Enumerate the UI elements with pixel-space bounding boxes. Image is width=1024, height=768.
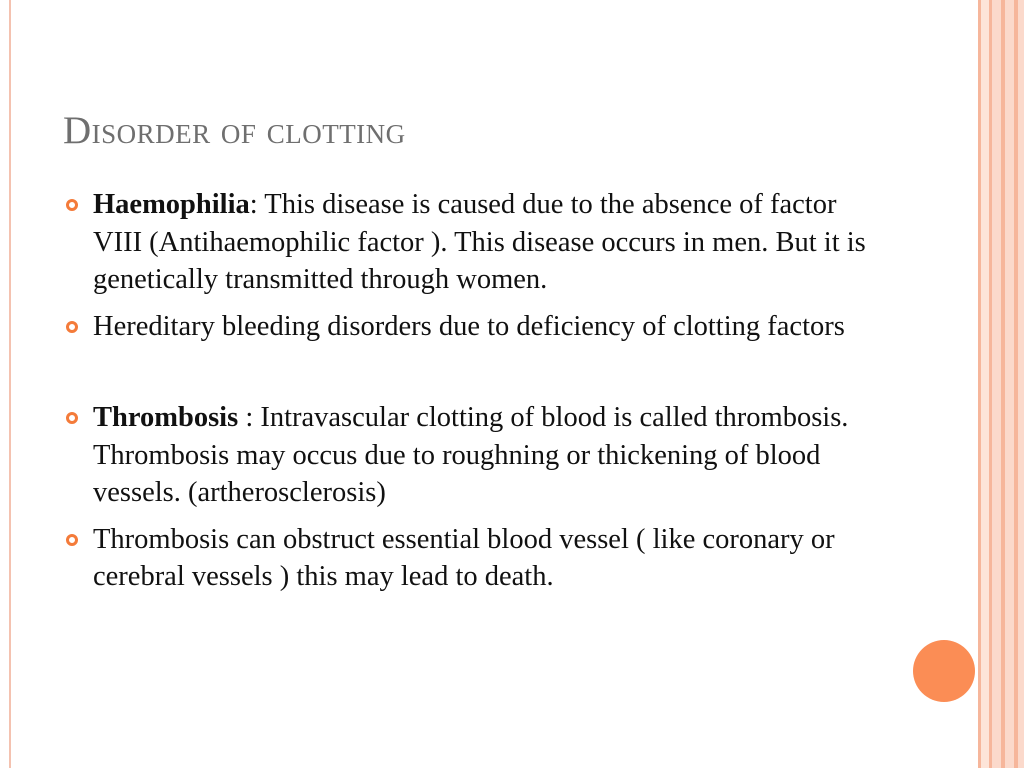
bullet-ring-icon [66, 412, 78, 424]
bullet-ring-icon [66, 199, 78, 211]
bullet-ring-icon [66, 321, 78, 333]
title-initial: D [63, 109, 92, 152]
stripe [992, 0, 1001, 768]
bullet-item-hereditary [62, 308, 892, 346]
bullet-text: Thrombosis can obstruct essential blood vessel ( like coronary or cerebral vessels ) this may lead to death. [93, 523, 835, 592]
bullet-item-thrombosis [62, 399, 892, 512]
bullet-term: Thrombosis [93, 402, 239, 433]
bullet-item-haemophilia [62, 186, 892, 299]
bullet-ring-icon [66, 534, 78, 546]
slide-title [63, 108, 406, 153]
right-decorative-stripes [978, 0, 1024, 768]
left-border-line [9, 0, 11, 768]
bullet-text: : Intravascular clotting of blood is called thrombosis. Thrombosis may occus due to roughning or thickening of blood vessels. (artherosclerosis) [93, 402, 849, 508]
bullet-list [62, 186, 892, 605]
stripe [1005, 0, 1014, 768]
stripe [981, 0, 989, 768]
bullet-text: : This disease is caused due to the absence of factor VIII (Antihaemophilic factor ). This disease occurs in men. But it is genetically transmitted through women. [93, 189, 866, 295]
bullet-item-obstruct [62, 521, 892, 596]
title-rest: isorder of clotting [91, 109, 406, 152]
decorative-circle [913, 640, 975, 702]
bullet-text: Hereditary bleeding disorders due to deficiency of clotting factors [93, 310, 845, 342]
stripe [1018, 0, 1024, 768]
bullet-term: Haemophilia [93, 189, 250, 220]
